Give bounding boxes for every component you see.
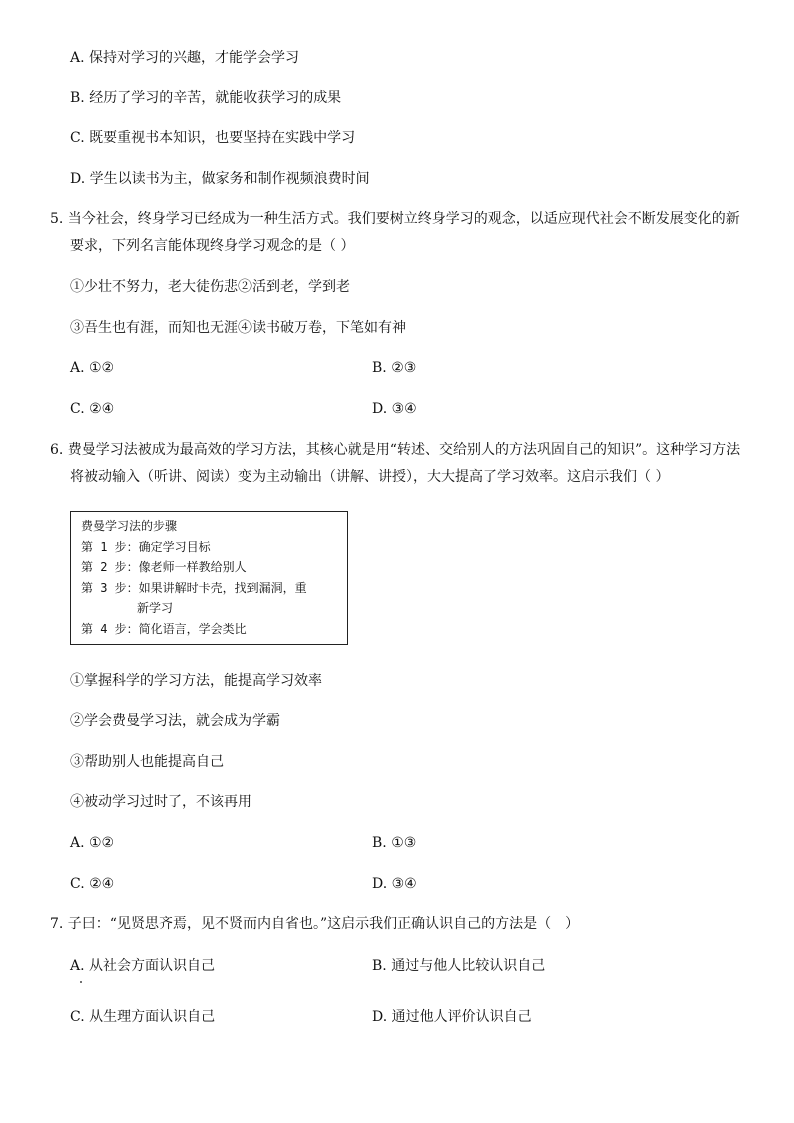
q6-stem-line2: 将被动输入（听讲、阅读）变为主动输出（讲解、讲授），大大提高了学习效率。这启示我们（ ） [70,469,670,485]
q5-option-d: D. ③④ [372,401,417,417]
q6-item-1: ①掌握科学的学习方法，能提高学习效率 [70,673,322,689]
q6-item-3: ③帮助别人也能提高自己 [70,754,224,770]
feynman-step-1: 第 1 步：确定学习目标 [81,539,211,554]
q5-option-b: B. ②③ [372,360,417,376]
q6-item-4: ④被动学习过时了，不该再用 [70,794,252,810]
feynman-step-3-cont: 新学习 [137,601,174,615]
feynman-step-3: 第 3 步：如果讲解时卡壳，找到漏洞，重 [81,580,307,595]
feynman-steps-box [70,511,348,645]
q7-stem: 7. 子曰：“见贤思齐焉，见不贤而内自省也。”这启示我们正确认识自己的方法是（ ） [50,916,580,932]
q5-option-a: A. ①② [70,360,115,376]
q6-stem-line1: 6. 费曼学习法被成为最高效的学习方法，其核心就是用“转述、交给别人的方法巩固自己的知识”。这种学习方法 [50,442,741,458]
q5-items-line1: ①少壮不努力，老大徒伤悲②活到老，学到老 [70,279,350,295]
q4-option-c: C. 既要重视书本知识，也要坚持在实践中学习 [70,130,356,146]
q4-option-d: D. 学生以读书为主，做家务和制作视频浪费时间 [70,171,370,187]
feynman-step-2: 第 2 步：像老师一样教给别人 [81,560,247,574]
q5-stem-line2: 要求，下列名言能体现终身学习观念的是（ ） [70,238,355,254]
q4-option-a: A. 保持对学习的兴趣，才能学会学习 [70,50,300,66]
q5-items-line2: ③吾生也有涯，而知也无涯④读书破万卷，下笔如有神 [70,320,406,336]
q7-option-a: A. 从社会方面认识自己 [70,958,216,974]
q4-option-b: B. 经历了学习的辛苦，就能收获学习的成果 [70,90,342,106]
q7-option-b: B. 通过与他人比较认识自己 [372,958,546,974]
feynman-step-4: 第 4 步：简化语言，学会类比 [81,621,247,636]
q7-option-c: C. 从生理方面认识自己 [70,1009,216,1025]
q6-option-a: A. ①② [70,835,115,851]
q7-option-d: D. 通过他人评价认识自己 [372,1009,532,1025]
q5-stem-line1: 5. 当今社会，终身学习已经成为一种生活方式。我们要树立终身学习的观念，以适应现代社会不断发展变化的新 [50,211,740,227]
q6-option-d: D. ③④ [372,876,417,892]
q6-item-2: ②学会费曼学习法，就会成为学霸 [70,713,280,729]
q6-option-c: C. ②④ [70,876,115,892]
q6-option-b: B. ①③ [372,835,417,851]
feynman-box-title: 费曼学习法的步骤 [81,519,178,533]
stray-dot [80,981,82,983]
q5-option-c: C. ②④ [70,401,115,417]
